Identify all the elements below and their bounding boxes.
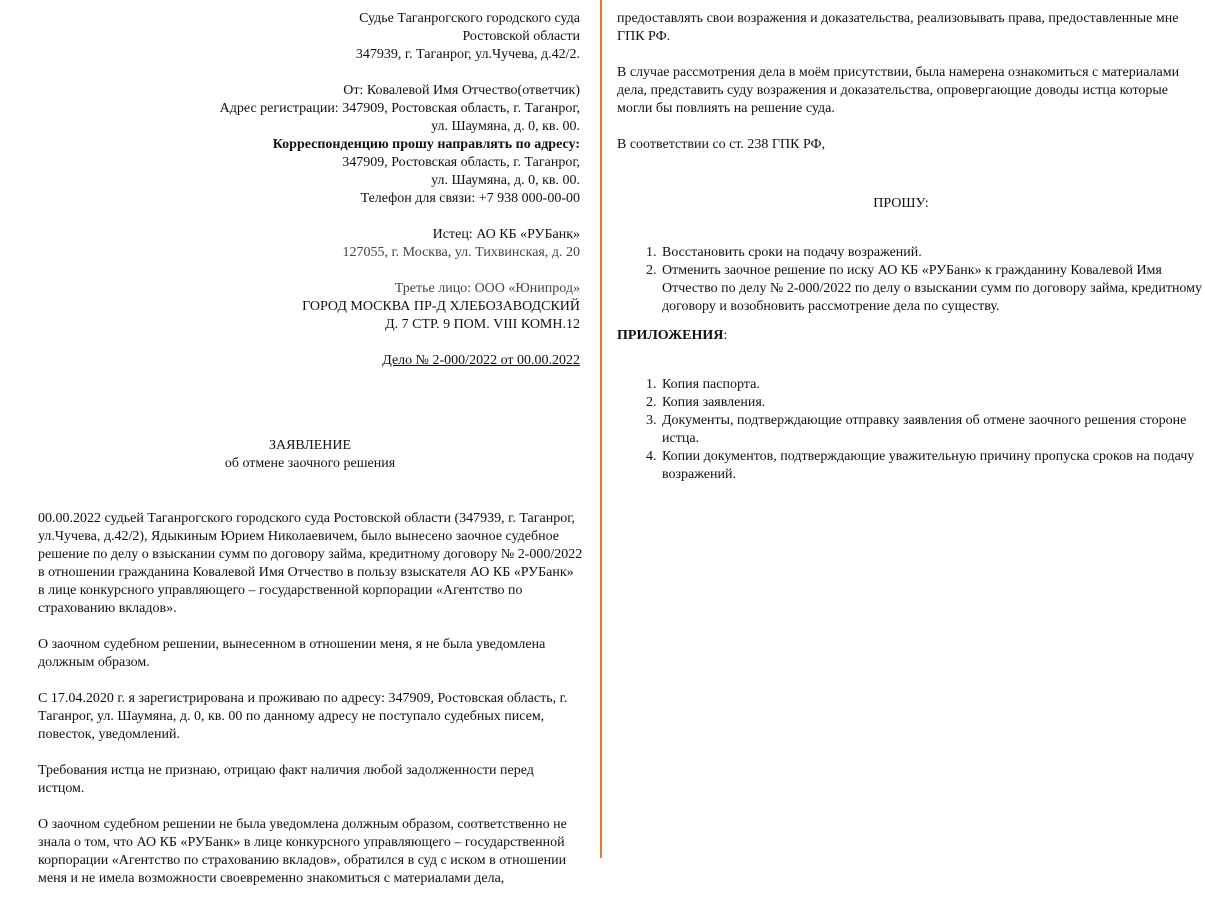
third-party-address-line1: ГОРОД МОСКВА ПР-Д ХЛЕБОЗАВОДСКИЙ	[302, 299, 580, 314]
body-text-left	[38, 510, 583, 906]
paragraph: В соответствии со ст. 238 ГПК РФ,	[617, 137, 826, 152]
appendix-list	[640, 376, 1205, 484]
document-header	[160, 10, 580, 370]
third-party-line: Третье лицо: ООО «Юнипрод»	[394, 281, 580, 296]
list-item: 1. Восстановить сроки на подачу возражений.	[660, 244, 1205, 262]
paragraph: О заочном судебном решении не была уведомлена должным образом, соответственно не знала о том, что АО КБ «РУБанк» в лице конкурсного управляющего – государственной корпорации «Агентство по страхованию вкладов», обратился в суд с иском в отношении меня и не имела возможности своевременно знакомиться с материалами дела,	[38, 817, 567, 886]
list-item: 2. Отменить заочное решение по иску АО КБ «РУБанк» к гражданину Ковалевой Имя Отчество по делу № 2-000/2022 по делу о взыскании сумм по договору займа, кредитному договору и возобновить рассмотрение дела по существу.	[660, 262, 1205, 316]
registration-address-line2: ул. Шаумяна, д. 0, кв. 00.	[431, 119, 580, 134]
paragraph: 00.00.2022 судьей Таганрогского городского суда Ростовской области (347939, г. Таганрог, ул.Чучева, д.42/2), Ядыкиным Юрием Николаевичем, было вынесено заочное судебное решение по делу о взыскании сумм по договору займа, кредитному договору № 2-000/2022 в отношении гражданина Ковалевой Имя Отчество в пользу взыскателя АО КБ «РУБанк» в лице конкурсного управляющего – государственной корпорации «Агентство по страхованию вкладов».	[38, 511, 583, 616]
body-text-right	[617, 10, 1187, 172]
list-item: 4. Копии документов, подтверждающие уважительную причину пропуска сроков на подачу возражений.	[660, 448, 1205, 484]
correspondence-address-line1: 347909, Ростовская область, г. Таганрог,	[342, 155, 580, 170]
paragraph: Требования истца не признаю, отрицаю факт наличия любой задолженности перед истцом.	[38, 763, 534, 796]
appendix-heading-text: ПРИЛОЖЕНИЯ	[617, 328, 724, 343]
request-heading: ПРОШУ:	[873, 196, 929, 211]
third-party-address-line2: Д. 7 СТР. 9 ПОМ. VIII КОМН.12	[385, 317, 580, 332]
from-line: От: Ковалевой Имя Отчество(ответчик)	[343, 83, 580, 98]
title-subheading: об отмене заочного решения	[224, 456, 396, 471]
court-address: 347939, г. Таганрог, ул.Чучева, д.42/2.	[355, 47, 580, 62]
page-right	[602, 0, 1203, 858]
list-item: 3. Документы, подтверждающие отправку заявления об отмене заочного решения стороне истца.	[660, 412, 1205, 448]
paragraph: О заочном судебном решении, вынесенном в отношении меня, я не была уведомлена должным образом.	[38, 637, 546, 670]
plaintiff-address: 127055, г. Москва, ул. Тихвинская, д. 20	[342, 245, 580, 260]
document-title	[0, 437, 620, 473]
court-name-line1: Судье Таганрогского городского суда	[359, 11, 580, 26]
appendix-heading	[617, 327, 727, 345]
correspondence-address-line2: ул. Шаумяна, д. 0, кв. 00.	[431, 173, 580, 188]
correspondence-label: Корреспонденцию прошу направлять по адресу:	[272, 137, 580, 152]
paragraph: предоставлять свои возражения и доказательства, реализовывать права, предоставленные мне ГПК РФ.	[617, 11, 1179, 44]
list-item: 1. Копия паспорта.	[660, 376, 1205, 394]
phone-line: Телефон для связи: +7 938 000-00-00	[360, 191, 580, 206]
page-left	[0, 0, 600, 886]
title-heading: ЗАЯВЛЕНИЕ	[268, 438, 352, 453]
case-number-line: Дело № 2-000/2022 от 00.00.2022	[382, 353, 580, 368]
appendix-heading-colon: :	[723, 328, 728, 343]
court-name-line2: Ростовской области	[462, 29, 580, 44]
list-item: 2. Копия заявления.	[660, 394, 1205, 412]
paragraph: В случае рассмотрения дела в моём присутствии, была намерена ознакомиться с материалами дела, представить суду возражения и доказательства, опровергающие доводы истца которые могли бы повлиять на решение суда.	[617, 65, 1180, 116]
request-list	[640, 244, 1205, 316]
plaintiff-line: Истец: АО КБ «РУБанк»	[432, 227, 580, 242]
paragraph: С 17.04.2020 г. я зарегистрирована и проживаю по адресу: 347909, Ростовская область, г. Таганрог, ул. Шаумяна, д. 0, кв. 00 по данному адресу не поступало судебных писем, повесток, уведомлений.	[38, 691, 568, 742]
registration-address-line1: Адрес регистрации: 347909, Ростовская область, г. Таганрог,	[219, 101, 580, 116]
